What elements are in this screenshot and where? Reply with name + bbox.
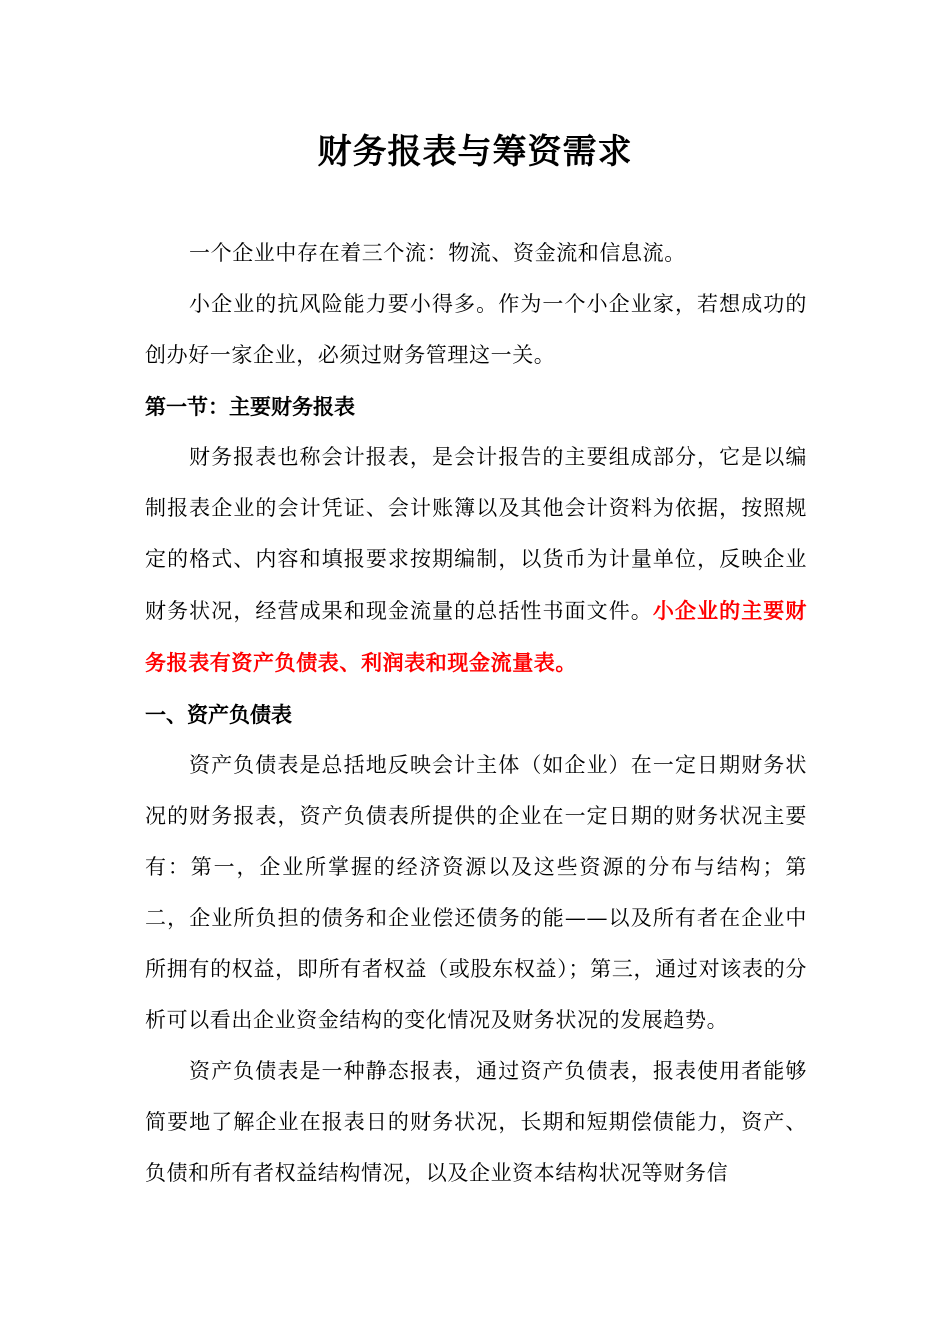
section-heading-main-statements: 第一节：主要财务报表 [145, 394, 355, 419]
definition-text: 财务报表也称会计报表，是会计报告的主要组成部分，它是以编制报表企业的会计凭证、会计账簿以及其他会计资料为依据，按照规定的格式、内容和填报要求按期编制，以货币为计量单位，反映企业财务状况，经营成果和现金流量的总括性书面文件。 [145, 445, 807, 623]
page-title: 财务报表与筹资需求 [317, 132, 633, 172]
paragraph-small-business-risk: 小企业的抗风险能力要小得多。作为一个小企业家，若想成功的创办好一家企业，必须过财务管理这一关。 [145, 292, 807, 367]
subsection-heading-balance-sheet: 一、资产负债表 [145, 702, 292, 727]
document-body [145, 228, 807, 1199]
paragraph-balance-sheet-static: 资产负债表是一种静态报表，通过资产负债表，报表使用者能够简要地了解企业在报表日的财务状况，长期和短期偿债能力，资产、负债和所有者权益结构情况，以及企业资本结构状况等财务信 [145, 1059, 807, 1185]
highlighted-main-statements: 小企业的主要财务报表有资产负债表、利润表和现金流量表。 [145, 598, 807, 675]
paragraph-balance-sheet-definition: 资产负债表是总括地反映会计主体（如企业）在一定日期财务状况的财务报表，资产负债表所提供的企业在一定日期的财务状况主要有：第一，企业所掌握的经济资源以及这些资源的分布与结构；第二，企业所负担的债务和企业偿还债务的能——以及所有者在企业中所拥有的权益，即所有者权益（或股东权益）；第三，通过对该表的分析可以看出企业资金结构的变化情况及财务状况的发展趋势。 [145, 753, 807, 1032]
paragraph-three-flows: 一个企业中存在着三个流：物流、资金流和信息流。 [189, 241, 686, 265]
paragraph-financial-statement-definition [145, 432, 807, 689]
